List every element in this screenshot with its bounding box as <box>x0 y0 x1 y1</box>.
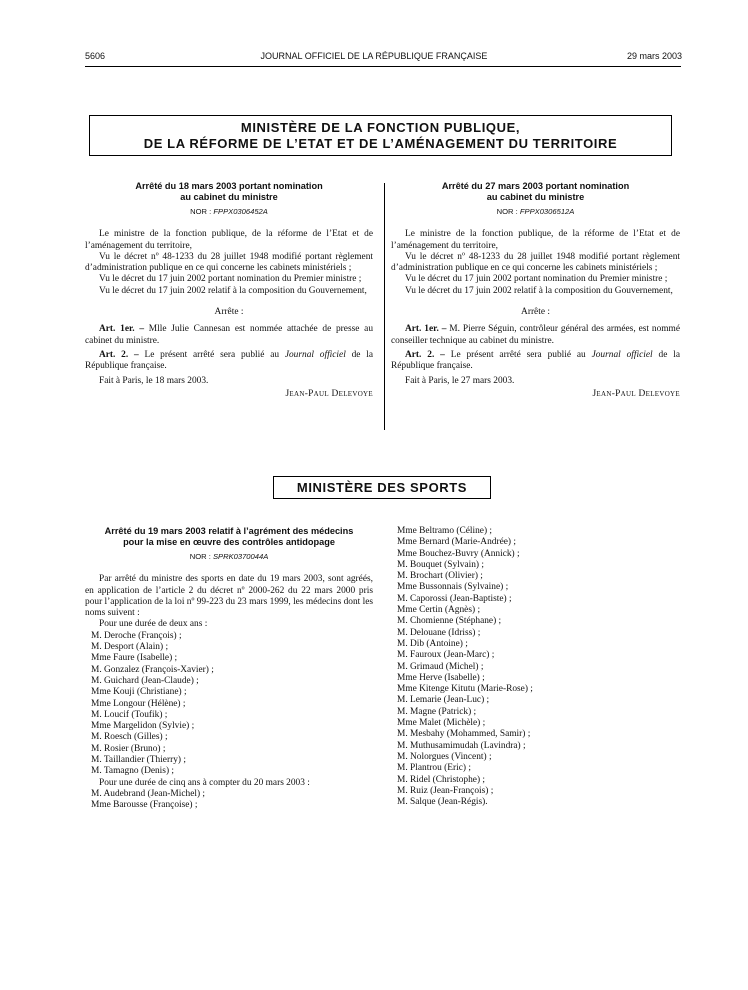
article-text: de la République française. <box>85 349 373 372</box>
article-1 <box>391 324 680 347</box>
physician-list-item: M. Bouquet (Sylvain) ; <box>397 559 484 570</box>
physician-list-item: M. Deroche (François) ; <box>91 630 182 641</box>
fait-a: Fait à Paris, le 27 mars 2003. <box>405 375 515 386</box>
physician-list-item: M. Grimaud (Michel) ; <box>397 661 484 672</box>
physician-list-item: M. Ridel (Christophe) ; <box>397 774 486 785</box>
nor-label: NOR : <box>189 552 213 561</box>
arrete-sports <box>85 526 373 812</box>
ministry-heading-line2: DE LA RÉFORME DE L’ETAT ET DE L’AMÉNAGEMENT DU TERRITOIRE <box>143 136 618 151</box>
physician-list-item: Mme Malet (Michèle) ; <box>397 718 486 729</box>
article-2 <box>85 350 373 373</box>
nor-code: SPRK0370044A <box>212 552 269 561</box>
physician-list-item: M. Ruiz (Jean-François) ; <box>397 785 494 796</box>
article-label: Art. 2. – <box>405 349 445 360</box>
duration-heading: Pour une durée de deux ans : <box>99 619 208 630</box>
physician-list-item: M. Loucif (Toufik) ; <box>91 709 168 720</box>
physician-list-item: Mme Bussonnais (Sylvaine) ; <box>397 582 509 593</box>
physician-list-item: M. Chomienne (Stéphane) ; <box>397 616 502 627</box>
physician-list-item: M. Fauroux (Jean-Marc) ; <box>397 650 495 661</box>
nor-label: NOR : <box>190 207 214 216</box>
arrete-title <box>85 526 373 548</box>
physician-list-item: Mme Longour (Hélène) ; <box>91 698 186 709</box>
physician-list <box>391 526 680 808</box>
physician-list-item: M. Rosier (Bruno) ; <box>91 743 166 754</box>
article-text: M. Pierre Séguin, contrôleur général des armées, est nommé conseiller technique au cabinet du ministre. <box>391 324 681 346</box>
physician-list-item: M. Muthusamimudah (Lavindra) ; <box>397 740 526 751</box>
arrete-title-line2: au cabinet du ministre <box>486 192 585 202</box>
physician-list-item: M. Guichard (Jean-Claude) ; <box>91 675 199 686</box>
arrete-word: Arrête : <box>521 307 550 318</box>
paragraph: Vu le décret nº 48-1233 du 28 juillet 1948 modifié portant règlement d’administration publique en ce qui concerne les cabinets ministériels ; <box>391 251 680 274</box>
journal-ref: Journal officiel <box>284 349 346 360</box>
physician-list-item: Mme Margelidon (Sylvie) ; <box>91 721 195 732</box>
arrete-title-line2: pour la mise en œuvre des contrôles antidopage <box>123 537 335 547</box>
arrete-sports-continued <box>391 526 680 808</box>
physician-list <box>85 789 373 812</box>
article-text: Le présent arrêté sera publié au <box>444 349 592 360</box>
physician-list-item: M. Plantrou (Eric) ; <box>397 763 471 774</box>
arrete-right <box>391 181 680 400</box>
ministry-sports-heading: MINISTÈRE DES SPORTS <box>296 480 468 495</box>
physician-list-item: Mme Kitenge Kitutu (Marie-Rose) ; <box>397 684 533 695</box>
nor-code: FPPX0306452A <box>213 207 268 216</box>
fait-a: Fait à Paris, le 18 mars 2003. <box>99 375 209 386</box>
arrete-title-line1: Arrêté du 18 mars 2003 portant nomination <box>135 181 323 191</box>
paragraph: Le ministre de la fonction publique, de la réforme de l’Etat et de l’aménagement du territoire, <box>85 229 373 251</box>
arrete-left <box>85 181 373 400</box>
ministry-heading-line1: MINISTÈRE DE LA FONCTION PUBLIQUE, <box>240 120 521 135</box>
article-text: Mlle Julie Cannesan est nommée attachée de presse au cabinet du ministre. <box>85 324 374 346</box>
paragraph: Vu le décret du 17 juin 2002 portant nomination du Premier ministre ; <box>99 274 362 285</box>
header-rule <box>85 66 681 67</box>
page-number: 5606 <box>85 51 106 61</box>
physician-list-item: Mme Herve (Isabelle) ; <box>397 672 485 683</box>
paragraph: Vu le décret nº 48-1233 du 28 juillet 1948 modifié portant règlement d’administration publique en ce qui concerne les cabinets ministériels ; <box>85 251 373 274</box>
physician-list-item: M. Brochart (Olivier) ; <box>397 571 483 582</box>
article-text: Le présent arrêté sera publié au <box>138 349 285 360</box>
physician-list-item: M. Nolorgues (Vincent) ; <box>397 751 492 762</box>
nor-code: FPPX0306512A <box>519 207 575 216</box>
physician-list-item: Mme Faure (Isabelle) ; <box>91 653 178 664</box>
physician-list-item: M. Lemarie (Jean-Luc) ; <box>397 695 490 706</box>
physician-list-item: M. Taillandier (Thierry) ; <box>91 755 186 766</box>
physician-list-item: M. Salque (Jean-Régis). <box>397 797 488 808</box>
ministry-sports-box <box>273 476 491 499</box>
arrete-title <box>85 181 373 203</box>
physician-list-item: M. Gonzalez (François-Xavier) ; <box>91 664 214 675</box>
physician-list-item: M. Caporossi (Jean-Baptiste) ; <box>397 593 512 604</box>
arrete-word: Arrête : <box>214 307 244 318</box>
article-label: Art. 1er. – <box>405 324 447 335</box>
paragraph: Par arrêté du ministre des sports en date du 19 mars 2003, sont agréés, en application de l’article 2 du décret nº 2000-262 du 22 mars 2000 pris pour l’application de la loi nº 99-223 du 23 mars 1999, les médecins dont les noms suivent : <box>85 574 374 619</box>
column-separator <box>384 183 385 430</box>
physician-list-item: Mme Bouchez-Buvry (Annick) ; <box>397 548 520 559</box>
physician-list-item: M. Mesbahy (Mohammed, Samir) ; <box>397 729 531 740</box>
physician-list-item: Mme Beltramo (Céline) ; <box>397 526 493 536</box>
arrete-title-line1: Arrêté du 27 mars 2003 portant nomination <box>441 181 630 191</box>
arrete-title <box>391 181 680 203</box>
physician-list-item: M. Tamagno (Denis) ; <box>91 766 175 777</box>
nor-reference <box>391 206 680 217</box>
signature: Jean-Paul Delevoye <box>592 388 680 399</box>
journal-title: JOURNAL OFFICIEL DE LA RÉPUBLIQUE FRANÇAISE <box>260 51 488 61</box>
article-text: de la République française. <box>391 349 680 372</box>
article-1 <box>85 324 373 347</box>
duration-heading: Pour une durée de cinq ans à compter du 20 mars 2003 : <box>99 777 310 788</box>
physician-list-item: M. Magne (Patrick) ; <box>397 706 477 717</box>
paragraph: Vu le décret du 17 juin 2002 relatif à la composition du Gouvernement, <box>405 285 673 296</box>
paragraph: Vu le décret du 17 juin 2002 portant nomination du Premier ministre ; <box>405 274 668 285</box>
ministry-heading-box <box>89 115 672 156</box>
physician-list-item: M. Audebrand (Jean-Michel) ; <box>91 788 206 799</box>
journal-ref: Journal officiel <box>591 349 653 360</box>
header-date: 29 mars 2003 <box>626 51 682 61</box>
article-label: Art. 2. – <box>99 349 139 360</box>
paragraph: Vu le décret du 17 juin 2002 relatif à la composition du Gouvernement, <box>99 285 367 296</box>
arrete-title-line2: au cabinet du ministre <box>180 192 278 202</box>
signature: Jean-Paul Delevoye <box>285 388 373 399</box>
nor-reference <box>85 206 373 217</box>
physician-list-item: M. Desport (Alain) ; <box>91 642 169 653</box>
physician-list-item: M. Dib (Antoine) ; <box>397 638 468 649</box>
nor-label: NOR : <box>496 207 520 216</box>
arrete-title-line1: Arrêté du 19 mars 2003 relatif à l’agrément des médecins <box>104 526 354 536</box>
article-label: Art. 1er. – <box>99 324 145 335</box>
physician-list-item: Mme Kouji (Christiane) ; <box>91 687 187 698</box>
physician-list-item: Mme Barousse (Françoise) ; <box>91 800 198 811</box>
physician-list-item: Mme Certin (Agnès) ; <box>397 605 481 616</box>
physician-list-item: M. Delouane (Idriss) ; <box>397 627 481 638</box>
physician-list-item: M. Roesch (Gilles) ; <box>91 732 168 743</box>
paragraph: Le ministre de la fonction publique, de la réforme de l’Etat et de l’aménagement du territoire, <box>391 229 680 251</box>
article-2 <box>391 350 680 373</box>
physician-list-item: Mme Bernard (Marie-Andrée) ; <box>397 537 516 548</box>
nor-reference <box>85 551 373 562</box>
physician-list <box>85 631 373 778</box>
